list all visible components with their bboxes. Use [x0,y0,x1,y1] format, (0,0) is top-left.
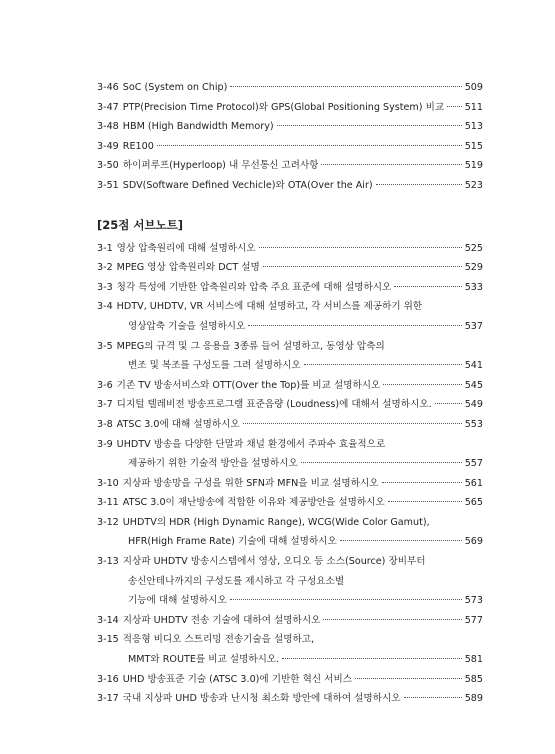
entry-title: MPEG 영상 압축원리와 DCT 설명 [116,262,260,274]
toc-entry-continuation [97,572,483,592]
entry-number: 3-8 [97,418,113,430]
entry-page-number: 523 [464,179,483,191]
entry-page-number: 519 [464,160,483,172]
entry-title: UHDTV의 HDR (High Dynamic Range), WCG(Wide Color Gamut), [122,516,430,528]
dot-leader [435,403,462,404]
toc-entry [97,689,483,709]
toc-entry-continuation [97,532,483,552]
dot-leader [157,145,462,146]
entry-title: 지상파 UHDTV 방송시스템에서 영상, 오디오 등 소스(Source) 장비부터 [122,556,426,568]
toc-entry [97,337,483,357]
entry-title: UHD 방송표준 기술 (ATSC 3.0)에 기반한 혁신 서비스 [122,673,352,685]
entry-page-number: 511 [464,101,483,113]
toc-entry-continuation [97,650,483,670]
entry-title: RE100 [122,140,154,152]
entry-number: 3-6 [97,379,113,391]
entry-number: 3-12 [97,516,119,528]
entry-number: 3-1 [97,242,113,254]
entry-page-number: 509 [464,82,483,93]
entry-page-number: 557 [464,458,483,470]
toc-entry [97,395,483,415]
toc-entry [97,611,483,631]
entry-page-number: 529 [464,262,483,274]
dot-leader [230,86,461,87]
toc-entry [97,513,483,533]
dot-leader [304,364,462,365]
toc-entry [97,493,483,513]
entry-number: 3-16 [97,673,119,685]
entry-title: MMT와 ROUTE를 비교 설명하시오. [128,654,280,666]
entry-page-number: 525 [464,242,483,254]
dot-leader [263,266,462,267]
toc-entry [97,156,483,176]
toc-entry [97,670,483,690]
entry-number: 3-5 [97,340,113,352]
dot-leader [447,106,462,107]
toc-entry [97,278,483,298]
entry-title: 영상압축 기술을 설명하시오 [128,320,246,332]
entry-title: 국내 지상파 UHD 방송과 난시청 최소화 방안에 대하여 설명하시오 [122,693,401,705]
entry-title: HFR(High Frame Rate) 기술에 대해 설명하시오 [128,536,337,548]
entry-number: 3-9 [97,438,113,450]
toc-entry-continuation [97,317,483,337]
entry-title: SoC (System on Chip) [122,82,228,93]
entry-title: 지상파 UHDTV 전송 기술에 대하여 설명하시오 [122,614,321,626]
dot-leader [323,619,461,620]
dot-leader [277,125,462,126]
toc-entry [97,258,483,278]
toc-entry-continuation [97,356,483,376]
entry-page-number: 549 [464,399,483,411]
dot-leader [394,286,461,287]
entry-page-number: 589 [464,693,483,705]
entry-page-number: 553 [464,418,483,430]
entry-page-number: 565 [464,497,483,509]
dot-leader [248,325,461,326]
entry-page-number: 515 [464,140,483,152]
entry-title: HDTV, UHDTV, VR 서비스에 대해 설명하고, 각 서비스를 제공하기 위한 [116,301,423,313]
toc-entry [97,376,483,396]
entry-number: 3-7 [97,399,113,411]
entry-title: MPEG의 규격 및 그 응용을 3종류 들어 설명하고, 동영상 압축의 [116,340,385,352]
table-of-contents [97,78,483,709]
toc-entry [97,630,483,650]
toc-group-2 [97,239,483,709]
toc-entry [97,415,483,435]
entry-number: 3-10 [97,477,119,489]
dot-leader [243,423,462,424]
dot-leader [404,697,462,698]
entry-title: ATSC 3.0이 재난방송에 적합한 이유와 제공방안을 설명하시오 [122,497,385,509]
entry-page-number: 585 [464,673,483,685]
dot-leader [282,658,462,659]
entry-page-number: 537 [464,320,483,332]
toc-entry [97,78,483,98]
dot-leader [259,247,462,248]
entry-page-number: 573 [464,595,483,607]
toc-entry [97,552,483,572]
entry-number: 3-46 [97,82,119,93]
entry-number: 3-47 [97,101,119,113]
toc-entry [97,117,483,137]
entry-page-number: 513 [464,121,483,133]
entry-title: 제공하기 위한 기술적 방안을 설명하시오 [128,458,298,470]
entry-title: 디지털 텔레비전 방송프로그램 표준음량 (Loudness)에 대해서 설명하시오. [116,399,432,411]
entry-title: SDV(Software Defined Vechicle)와 OTA(Over the Air) [122,179,373,191]
entry-number: 3-15 [97,634,119,646]
entry-page-number: 561 [464,477,483,489]
toc-entry [97,239,483,259]
entry-number: 3-2 [97,262,113,274]
toc-entry-continuation [97,454,483,474]
entry-title: 송신안테나까지의 구성도를 제시하고 각 구성요소별 [128,575,345,587]
dot-leader [230,599,462,600]
entry-page-number: 545 [464,379,483,391]
toc-entry [97,474,483,494]
dot-leader [383,384,461,385]
entry-title: 변조 및 복조를 구성도를 그려 설명하시오 [128,360,301,372]
toc-entry-continuation [97,591,483,611]
entry-number: 3-14 [97,614,119,626]
entry-title: 청각 특성에 기반한 압축원리와 압축 주요 표준에 대해 설명하시오 [116,281,392,293]
entry-number: 3-13 [97,556,119,568]
entry-page-number: 541 [464,360,483,372]
toc-entry [97,98,483,118]
entry-page-number: 569 [464,536,483,548]
entry-number: 3-50 [97,160,119,172]
dot-leader [382,482,462,483]
entry-number: 3-51 [97,179,119,191]
toc-entry [97,176,483,196]
entry-title: ATSC 3.0에 대해 설명하시오 [116,418,240,430]
toc-group-1 [97,78,483,196]
dot-leader [321,164,461,165]
dot-leader [376,184,462,185]
entry-number: 3-11 [97,497,119,509]
entry-number: 3-48 [97,121,119,133]
section-title: [25점 서브노트] [97,217,184,232]
dot-leader [355,678,462,679]
entry-title: UHDTV 방송을 다양한 단말과 채널 환경에서 주파수 효율적으로 [116,438,386,450]
entry-title: 기능에 대해 설명하시오 [128,595,227,607]
entry-title: HBM (High Bandwidth Memory) [122,121,274,133]
toc-entry [97,297,483,317]
entry-page-number: 577 [464,614,483,626]
entry-page-number: 533 [464,281,483,293]
entry-number: 3-3 [97,281,113,293]
entry-number: 3-17 [97,693,119,705]
toc-entry [97,435,483,455]
entry-number: 3-49 [97,140,119,152]
entry-title: 적응형 비디오 스트리밍 전송기술을 설명하고, [122,634,315,646]
entry-number: 3-4 [97,301,113,313]
entry-page-number: 581 [464,654,483,666]
dot-leader [301,462,462,463]
dot-leader [388,501,462,502]
entry-title: PTP(Precision Time Protocol)와 GPS(Global Positioning System) 비교 [122,101,445,113]
entry-title: 하이퍼루프(Hyperloop) 내 무선통신 고려사항 [122,160,319,172]
dot-leader [340,540,462,541]
toc-entry [97,137,483,157]
entry-title: 기존 TV 방송서비스와 OTT(Over the Top)를 비교 설명하시오 [116,379,381,391]
entry-title: 영상 압축원리에 대해 설명하시오 [116,242,256,254]
entry-title: 지상파 방송망을 구성을 위한 SFN과 MFN을 비교 설명하시오 [122,477,379,489]
